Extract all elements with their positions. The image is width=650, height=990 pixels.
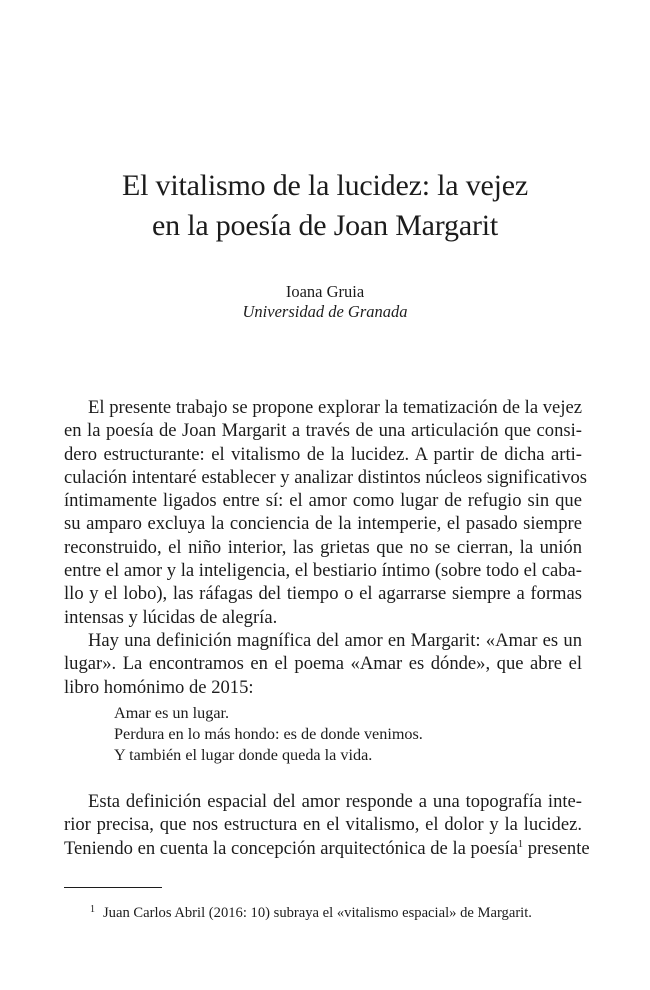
poem-quote [114, 703, 423, 766]
author-affiliation: Universidad de Granada [242, 302, 408, 321]
text-line: Hay una definición magnífica del amor en Margarit: «Amar es un [88, 629, 582, 651]
text-line: su amparo excluya la conciencia de la intemperie, el pasado siempre [64, 513, 582, 535]
text-segment: Teniendo en cuenta la concepción arquitectónica de la poesía [64, 837, 519, 859]
text-line: Esta definición espacial del amor responde a una topografía inte- [88, 791, 582, 812]
text-line: íntimamente ligados entre sí: el amor como lugar de refugio sin que [64, 490, 582, 512]
quote-line: Perdura en lo más hondo: es de donde venimos. [114, 725, 423, 743]
text-line: entre el amor y la inteligencia, el bestiario íntimo (sobre todo el caba- [64, 560, 582, 582]
text-line: culación intentaré establecer y analizar distintos núcleos significativos [64, 466, 588, 488]
text-line: El presente trabajo se propone explorar la tematización de la vejez [88, 397, 582, 418]
paragraph-3 [64, 790, 590, 860]
quote-line: Y también el lugar donde queda la vida. [114, 746, 373, 764]
text-line: intensas y lúcidas de alegría. [64, 606, 278, 628]
footnote-text: Juan Carlos Abril (2016: 10) subraya el «vitalismo espacial» de Margarit. [103, 905, 532, 921]
text-line [64, 837, 590, 860]
footnote-separator [64, 887, 162, 888]
title-line-1: El vitalismo de la lucidez: la vejez [122, 169, 528, 202]
footnote [90, 900, 532, 923]
text-line: dero estructurante: el vitalismo de la lucidez. A partir de dicha arti- [64, 443, 582, 465]
text-line: lugar». La encontramos en el poema «Amar es dónde», que abre el [64, 653, 582, 675]
text-line: rior precisa, que nos estructura en el vitalismo, el dolor y la lucidez. [64, 814, 582, 836]
quote-line: Amar es un lugar. [114, 704, 230, 722]
text-line: libro homónimo de 2015: [64, 676, 254, 698]
text-line: en la poesía de Joan Margarit a través de una articulación que consi- [64, 420, 582, 442]
text-segment: presente [527, 837, 590, 859]
paragraph-1 [64, 396, 588, 699]
title-line-2: en la poesía de Joan Margarit [151, 209, 499, 242]
article-title [0, 166, 650, 246]
footnote-number: 1 [90, 904, 95, 915]
text-line: llo y el lobo), las ráfagas del tiempo o el agarrarse siempre a formas [64, 583, 582, 605]
footnote-reference[interactable]: 1 [518, 838, 524, 850]
text-line: reconstruido, el niño interior, las grietas que no se cierran, la unión [64, 536, 582, 558]
author-name: Ioana Gruia [285, 282, 365, 301]
